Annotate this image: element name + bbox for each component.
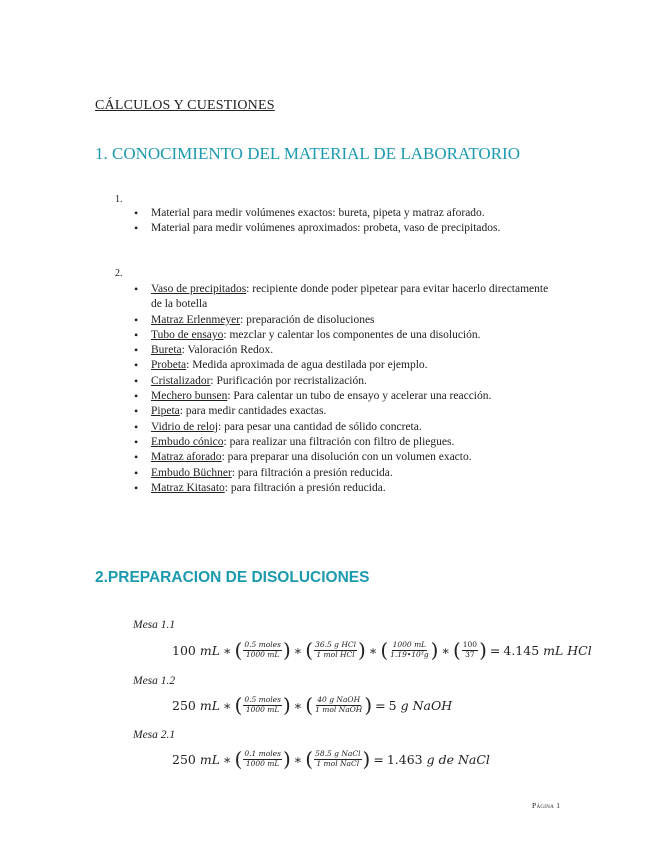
formula-mesa-2-1: 250 mL ∗ ( $\frac{\text{0.1 moles}}{1000 mL}$ ) ∗ ( $\frac{\text{58.5 g NaCl}}{\text{1 mol NaCl}}$ ) = 1.463 g de NaCl <box>172 747 490 771</box>
material-desc: : preparación de disoluciones <box>240 313 375 326</box>
material-desc: : para realizar una filtración con filtro de pliegues. <box>223 435 455 448</box>
formula-fraction: $\frac{1000 mL}{\text{1.19•10³g}}$ <box>390 640 429 659</box>
list-item <box>134 343 554 358</box>
list-item <box>134 328 554 343</box>
material-term: Embudo Büchner <box>151 466 232 479</box>
formula-result-unit: g de NaCl <box>426 751 490 767</box>
formula-fraction: $\frac{\text{58.5 g NaCl}}{\text{1 mol NaCl}}$ <box>315 749 361 768</box>
section2-title: 2.PREPARACION DE DISOLUCIONES <box>95 569 370 586</box>
formula-start-value: 250 <box>172 751 196 767</box>
formula-fraction: $\frac{\text{0.5 moles}}{1000 mL}$ <box>244 695 281 714</box>
page-number: Página 1 <box>532 801 561 810</box>
formula-start-unit: mL <box>199 642 220 658</box>
material-desc: : Valoración Redox. <box>181 344 274 357</box>
formula-fraction: $\frac{\text{40 g NaOH}}{\text{1 mol NaOH}}$ <box>315 695 363 714</box>
material-term: Bureta <box>151 344 182 357</box>
question2-list <box>134 282 554 496</box>
formula-result-value: 4.145 <box>503 642 540 658</box>
material-desc: : para pesar una cantidad de sólido concreta. <box>218 420 422 433</box>
material-desc: : Medida aproximada de agua destilada por ejemplo. <box>186 359 428 372</box>
list-item <box>134 435 554 450</box>
formula-result-unit: g NaOH <box>400 697 453 713</box>
list-item <box>134 389 554 404</box>
formula-start-value: 250 <box>172 697 196 713</box>
list-item <box>134 466 554 481</box>
question2-number: 2. <box>115 268 123 279</box>
page-heading: CÁLCULOS Y CUESTIONES <box>95 98 275 113</box>
formula-fraction: $\frac{\text{0.1 moles}}{1000 mL}$ <box>244 749 281 768</box>
section1-title: 1. CONOCIMIENTO DEL MATERIAL DE LABORATORIO <box>95 144 520 163</box>
formula-result-value: 5 <box>388 697 397 713</box>
material-desc: : Para calentar un tubo de ensayo y acelerar una reacción. <box>227 390 492 403</box>
mesa-label: Mesa 1.2 <box>133 675 176 687</box>
mesa-label: Mesa 2.1 <box>133 729 176 741</box>
material-term: Vaso de precipitados <box>151 283 247 295</box>
material-term: Probeta <box>151 359 187 372</box>
material-desc: : para medir cantidades exactas. <box>179 405 327 418</box>
list-item: • Material para medir volúmenes aproximados: probeta, vaso de precipitados. <box>134 221 554 236</box>
formula-fraction: $\frac{\text{0.5 moles}}{1000 mL}$ <box>244 640 281 659</box>
list-item: • Material para medir volúmenes exactos: bureta, pipeta y matraz aforado. <box>134 206 554 221</box>
material-desc: : mezclar y calentar los componentes de una disolución. <box>223 328 481 341</box>
formula-fraction: $\frac{\text{36.5 g HCl}}{\text{1 mol HCl}}$ <box>315 640 357 659</box>
formula-result-unit: mL HCl <box>543 642 592 658</box>
formula-fraction: $\frac{100}{37}$ <box>462 640 478 659</box>
material-desc: : para filtración a presión reducida. <box>224 481 386 494</box>
formula-start-value: 100 <box>172 642 196 658</box>
list-item <box>134 374 554 389</box>
material-desc: : para preparar una disolución con un volumen exacto. <box>221 451 472 464</box>
material-desc: : para filtración a presión reducida. <box>231 466 393 479</box>
list-item <box>134 450 554 465</box>
formula-mesa-1-2: 250 mL ∗ ( $\frac{\text{0.5 moles}}{1000 mL}$ ) ∗ ( $\frac{\text{40 g NaOH}}{\text{1 mol NaOH}}$ ) = 5 g NaOH <box>172 693 453 717</box>
formula-mesa-1-1: 100 mL ∗ ( $\frac{\text{0.5 moles}}{1000 mL}$ ) ∗ ( $\frac{\text{36.5 g HCl}}{\text{1 mol HCl}}$ ) ∗ ( $\frac{1000 mL}{\text{1.19•10³g}}$ ) ∗ ( $\frac{100}{37}$ ) = 4.145 mL HCl <box>172 638 592 662</box>
question1-number: 1. <box>115 194 123 205</box>
material-term: Matraz Erlenmeyer <box>151 313 241 326</box>
mesa-label: Mesa 1.1 <box>133 619 176 631</box>
list-item <box>134 313 554 328</box>
question1-list <box>134 206 554 237</box>
formula-start-unit: mL <box>199 697 220 713</box>
list-item <box>134 420 554 435</box>
list-item <box>134 358 554 373</box>
formula-start-unit: mL <box>199 751 220 767</box>
material-term: Cristalizador <box>151 374 211 387</box>
list-item <box>134 282 554 313</box>
material-term: Matraz aforado <box>151 451 222 464</box>
material-desc: : recipiente donde poder pipetear para evitar hacerlo directamente de la botella <box>151 283 549 311</box>
formula-result-value: 1.463 <box>386 751 423 767</box>
material-term: Pipeta <box>151 405 180 418</box>
material-term: Vidrio de reloj <box>151 420 219 433</box>
material-term: Matraz Kitasato <box>151 481 225 494</box>
material-term: Mechero bunsen <box>151 390 228 403</box>
material-term: Tubo de ensayo <box>151 328 224 341</box>
material-desc: : Purificación por recristalización. <box>210 374 367 387</box>
list-item <box>134 481 554 496</box>
list-item <box>134 404 554 419</box>
material-term: Embudo cónico <box>151 435 224 448</box>
